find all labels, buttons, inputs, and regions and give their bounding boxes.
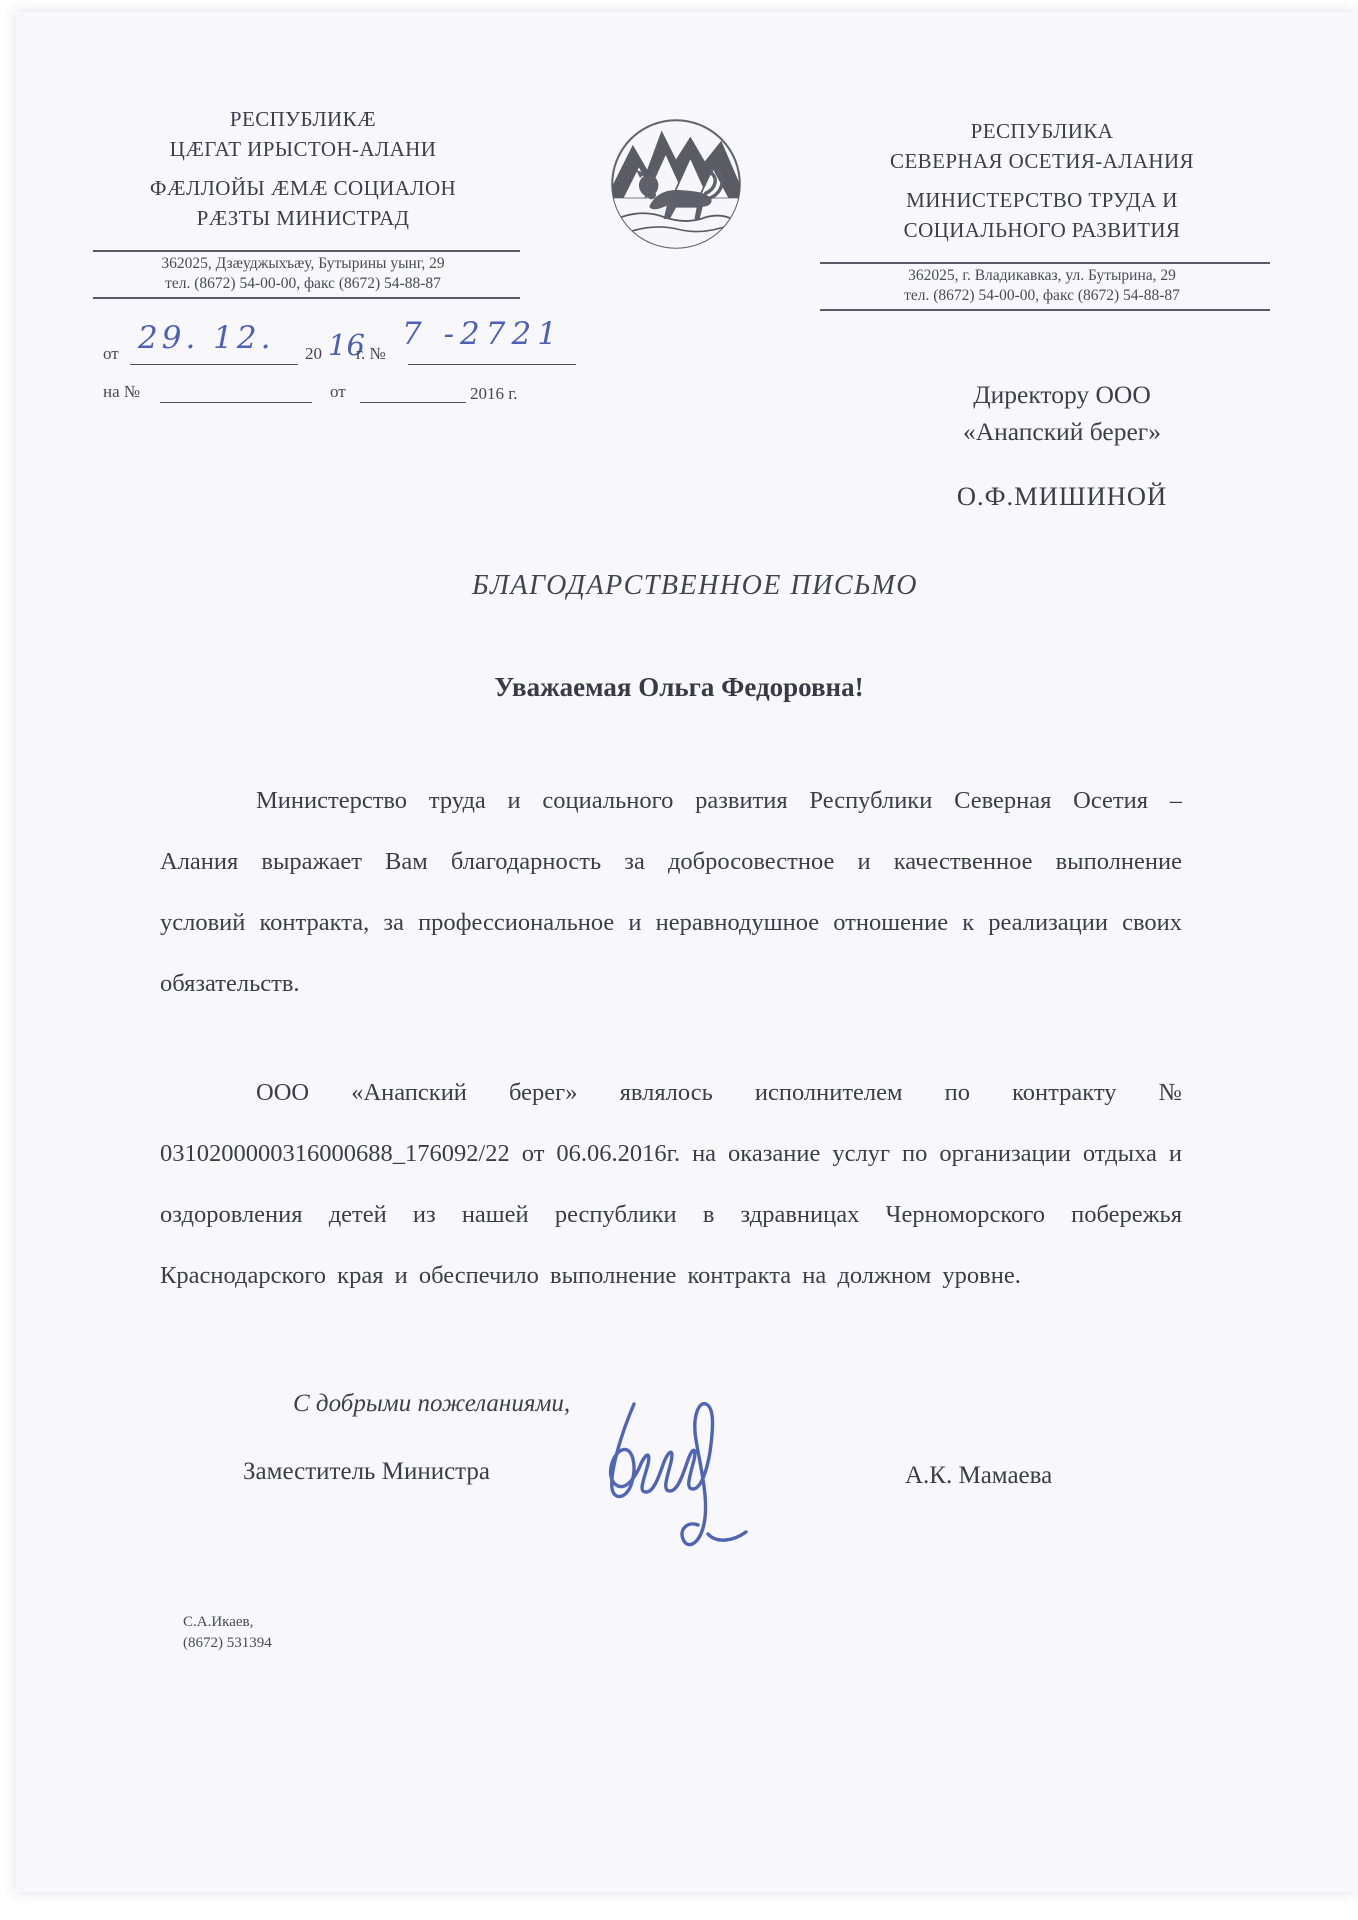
ref-reply-from-label: от <box>330 382 346 401</box>
org-line: ФÆЛЛОЙЫ ÆМÆ СОЦИАЛОН <box>149 176 457 200</box>
executor-name: С.А.Икаев, <box>183 1614 254 1630</box>
executor-contact <box>183 1612 272 1654</box>
org-line: РЕСПУБЛИКÆ <box>229 107 377 131</box>
ref-reply-year: 2016 г. <box>470 384 518 403</box>
org-line: СОЦИАЛЬНОГО РАЗВИТИЯ <box>903 218 1181 242</box>
signer-position: Заместитель Министра <box>243 1458 490 1485</box>
closing-phrase: С добрыми пожеланиями, <box>293 1390 571 1417</box>
divider <box>93 297 520 299</box>
signature-scribble <box>572 1392 772 1560</box>
letterhead-left <box>78 104 528 233</box>
divider <box>820 309 1270 311</box>
handwritten-year: 16 <box>328 328 365 362</box>
divider <box>93 250 520 252</box>
divider <box>820 262 1270 264</box>
body-paragraph-1: Министерство труда и социального развития Республики Северная Осетия – Алания выражает Вам благодарность за добросовестное и качественное выполнение условий контракта, за профессиональное и неравнодушное отношение к реализации своих обязательств. <box>160 787 1182 997</box>
recipient-name: О.Ф.МИШИНОЙ <box>956 481 1168 511</box>
salutation: Уважаемая Ольга Федоровна! <box>494 672 864 702</box>
letter-title: БЛАГОДАРСТВЕННОЕ ПИСЬМО <box>471 570 919 601</box>
letterhead-right <box>816 116 1268 245</box>
ref-year-prefix: 20 <box>305 344 322 363</box>
org-line: РÆЗТЫ МИНИСТРАД <box>196 206 410 230</box>
handwritten-date: 29. 12. <box>138 320 275 356</box>
signer-name: А.К. Мамаева <box>905 1462 1053 1489</box>
ref-from-label: от <box>103 344 119 363</box>
org-line: СЕВЕРНАЯ ОСЕТИЯ-АЛАНИЯ <box>890 149 1194 173</box>
recipient-line: Директору ООО <box>973 380 1151 409</box>
recipient-block <box>912 376 1212 515</box>
coat-of-arms-emblem <box>604 112 748 256</box>
letterhead-right-address: 362025, г. Владикавказ, ул. Бутырина, 29 тел. (8672) 54-00-00, факс (8672) 54-88-87 <box>904 267 1180 304</box>
recipient-line: «Анапский берег» <box>962 417 1162 446</box>
ref-reply-date-blank <box>360 378 466 403</box>
org-line: ЦÆГАТ ИРЫСТОН-АЛАНИ <box>169 137 437 161</box>
ref-reply-no-label: на № <box>103 382 141 401</box>
org-line: РЕСПУБЛИКА <box>970 119 1114 143</box>
body-paragraph-2: ООО «Анапский берег» являлось исполнителем по контракту № 0310200000316000688_176092/22 от 06.06.2016г. на оказание услуг по организации отдыха и оздоровления детей из нашей республики в здравницах Черноморского побережья Краснодарского края и обеспечило выполнение контракта на должном уровне. <box>160 1079 1182 1289</box>
ref-reply-no-blank <box>160 378 312 403</box>
executor-phone: (8672) 531394 <box>183 1635 272 1651</box>
handwritten-number: 7 -2721 <box>402 316 563 352</box>
ref-year-suffix: г. № <box>356 344 386 363</box>
letterhead-left-address: 362025, Дзæуджыхъæу, Бутырины уынг, 29 тел. (8672) 54-00-00, факс (8672) 54-88-87 <box>161 255 445 292</box>
org-line: МИНИСТЕРСТВО ТРУДА И <box>906 188 1178 212</box>
